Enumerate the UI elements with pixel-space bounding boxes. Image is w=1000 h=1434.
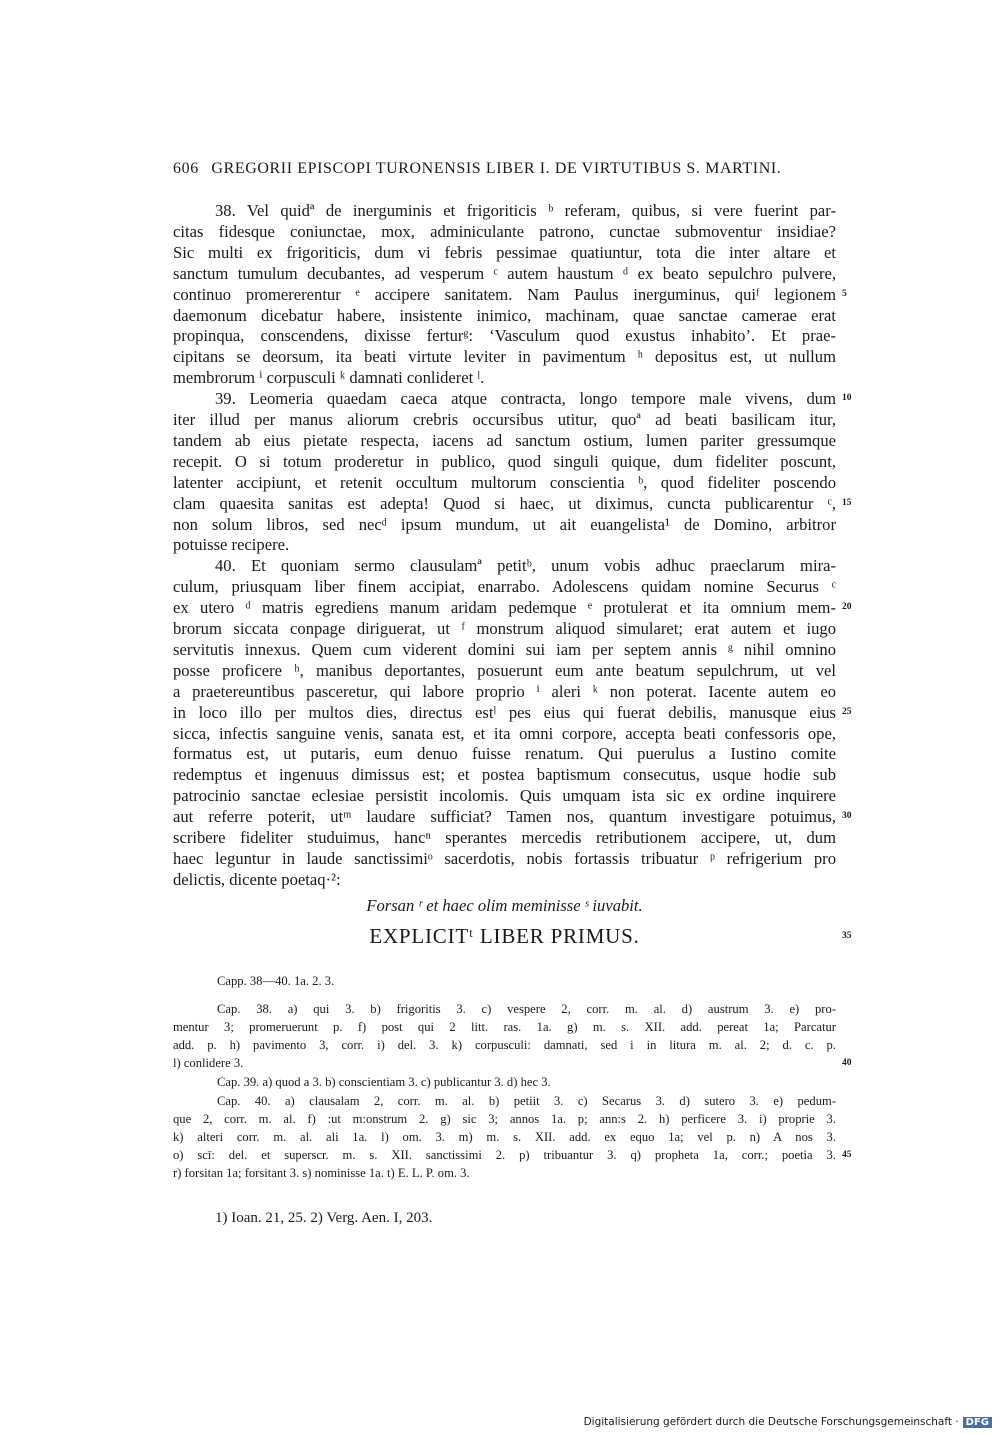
verse-quotation: Forsan ʳ et haec olim meminisse ˢ iuvabit. [366, 896, 643, 915]
text-line: clam quaesita sanitas est adepta! Quod si haec, ut diximus, cuncta publicarentur ᶜ, [173, 493, 836, 513]
text-line: haec leguntur in laude sanctissimiᵒ sacerdotis, nobis fortassis tribuatur ᵖ refrigerium pro [173, 848, 836, 868]
text-line: latenter accipiunt, et retenit occultum multorum conscientia ᵇ, quod fideliter poscendo [173, 472, 836, 492]
text-line: propinqua, conscendens, dixisse ferturᵍ: ‘Vasculum quod exustus inhabito’. Et prae- [173, 326, 836, 346]
text-line: in loco illo per multos dies, directus estˡ pes eius qui fuerat debilis, manusque eius [173, 702, 836, 722]
text-line: culum, priusquam liber finem accipiat, enarrabo. Adolescens quidam nomine Securus ᶜ [173, 577, 836, 597]
text-line: formatus est, ut putaris, eum denuo fuisse renatum. Qui puerulus a Iustino comite [173, 744, 836, 764]
footer-text: Digitalisierung gefördert durch die Deutsche Forschungsgemeinschaft · [583, 1416, 959, 1428]
line-number: 45 [842, 1150, 852, 1160]
text-line: posse proficere ʰ, manibus deportantes, posuerunt eum ante beatum sepulchrum, ut vel [173, 660, 836, 680]
line-number: 40 [842, 1058, 852, 1068]
dfg-logo: DFG [963, 1417, 992, 1428]
text-line: aut referre poterit, utᵐ laudare sufficiat? Tamen nos, quantum investigare potuimus, [173, 807, 836, 827]
page-number: 606 [173, 160, 199, 177]
text-line: sanctum tumulum decubantes, ad vesperum ᶜ autem haustum ᵈ ex beato sepulchro pulvere, [173, 263, 836, 283]
apparatus-line: Cap. 39. a) quod a 3. b) conscientiam 3. c) publicantur 3. d) hec 3. [217, 1075, 551, 1089]
text-line: 40. Et quoniam sermo clausulamª petitᵇ, unum vobis adhuc praeclarum mira- [215, 556, 836, 576]
apparatus-line: add. p. h) pavimento 3, corr. i) del. 3. k) corpusculi: damnati, sed i in litura m. al. 2; d. c. p. [173, 1038, 836, 1052]
apparatus-line: que 2, corr. m. al. f) :ut m:onstrum 2. g) sic 3; annos 1a. p; ann:s 2. h) perficere 3. i) proprie 3. [173, 1112, 836, 1126]
text-line: servitutis innexus. Quem cum viderent domini sui iam per septem annis ᵍ nihil omnino [173, 639, 836, 659]
apparatus-line: l) conlidere 3. [173, 1056, 244, 1070]
apparatus-line: Capp. 38—40. 1a. 2. 3. [217, 974, 335, 988]
footnotes: 1) Ioan. 21, 25. 2) Verg. Aen. I, 203. [215, 1210, 433, 1226]
line-number: 25 [842, 706, 852, 717]
text-line: scribere fideliter studuimus, hancⁿ sperantes mercedis retributionem accipere, ut, dum [173, 828, 836, 847]
text-line: recepit. O si totum proderetur in publico, quod singuli quique, dum fideliter poscunt, [173, 451, 836, 471]
text-line: ex utero ᵈ matris egrediens manum aridam pedemque ᵉ protulerat et ita omnium mem- [173, 598, 836, 618]
line-number: 15 [842, 497, 852, 508]
text-line: cipitans se deorsum, ita beati virtute leviter in pavimentum ʰ depositus est, ut nullum [173, 347, 836, 367]
text-line: potuisse recipere. [173, 535, 290, 555]
text-line: redemptus et ingenuus dimissus est; et postea baptismum consecutus, usque hodie sub [173, 765, 836, 785]
text-line: Sic multi ex frigoriticis, dum vi febris pessimae quatiuntur, tota die inter altare et [173, 242, 836, 262]
apparatus-line: k) alteri corr. m. al. ali 1a. l) om. 3. m) m. s. XII. add. ex equo 1a; vel p. n) A nos 3. [173, 1130, 836, 1144]
text-line: sicca, infectis sanguine venis, sanata est, et ita omni corpore, accepta beati confessoris ope, [173, 723, 836, 743]
apparatus-line: Cap. 40. a) clausalam 2, corr. m. al. b) petiit 3. c) Secarus 3. d) sutero 3. e) pedum- [217, 1094, 836, 1108]
line-number: 20 [842, 602, 852, 613]
text-line: 39. Leomeria quaedam caeca atque contracta, longo tempore male vivens, dum [215, 389, 836, 409]
text-line: daemonum dicebatur habere, insistente inimico, machinam, quae sanctae camerae erat [173, 305, 836, 325]
text-line: a praetereuntibus pasceretur, qui labore proprio ⁱ aleri ᵏ non poterat. Iacente autem eo [173, 681, 836, 701]
line-number: 10 [842, 393, 852, 404]
text-line: continuo promererentur ᵉ accipere sanitatem. Nam Paulus inerguminus, quiᶠ legionem [173, 284, 836, 304]
line-number: 5 [842, 288, 847, 299]
text-line: citas fidesque coniunctae, mox, adminiculante patrono, cunctae submoventur insidiae? [173, 221, 836, 241]
apparatus-line: Cap. 38. a) qui 3. b) frigoritis 3. c) vespere 2, corr. m. al. d) austrum 3. e) pro- [217, 1002, 836, 1016]
text-line: iter illud per manus aliorum crebris occursibus utitur, quoª ad beati basilicam itur, [173, 410, 836, 429]
line-number: 30 [842, 811, 852, 822]
apparatus-line: o) scī: del. et superscr. m. s. XII. sanctissimi 2. p) tribuantur 3. q) propheta 1a, corr.; poetia 3. [173, 1148, 836, 1162]
explicit-heading: EXPLICITᵗ LIBER PRIMUS. [369, 924, 640, 948]
text-line: brorum siccata conpage diriguerat, ut ᶠ monstrum aliquod simularet; erat autem et iugo [173, 619, 836, 638]
text-line: non solum libros, sed necᵈ ipsum mundum, ut ait euangelista¹ de Domino, arbitror [173, 514, 836, 534]
text-line: 38. Vel quidª de inerguminis et frigoriticis ᵇ referam, quibus, si vere fuerint par- [215, 201, 836, 220]
text-line: patrocinio sanctae eclesiae persistit incolomis. Quis umquam ista sic ex ordine inquirere [173, 786, 836, 806]
text-line: tandem ab eius pietate respecta, iacens ad sanctum ostium, lumen pariter gressumque [173, 430, 836, 450]
running-header [173, 160, 838, 178]
line-number: 35 [842, 931, 852, 941]
text-line: membrorum ⁱ corpusculi ᵏ damnati conlideret ˡ. [173, 368, 485, 388]
text-line: delictis, dicente poetaq·²: [173, 869, 341, 889]
apparatus-line: r) forsitan 1a; forsitant 3. s) nominisse 1a. t) E. L. P. om. 3. [173, 1166, 470, 1180]
apparatus-line: mentur 3; promeruerunt p. f) post qui 2 litt. ras. 1a. g) m. s. XII. add. pereat 1a; Parcatur [173, 1020, 836, 1034]
footer-credit [584, 1416, 992, 1428]
running-title: GREGORII EPISCOPI TURONENSIS LIBER I. DE VIRTUTIBUS S. MARTINI. [211, 160, 782, 177]
